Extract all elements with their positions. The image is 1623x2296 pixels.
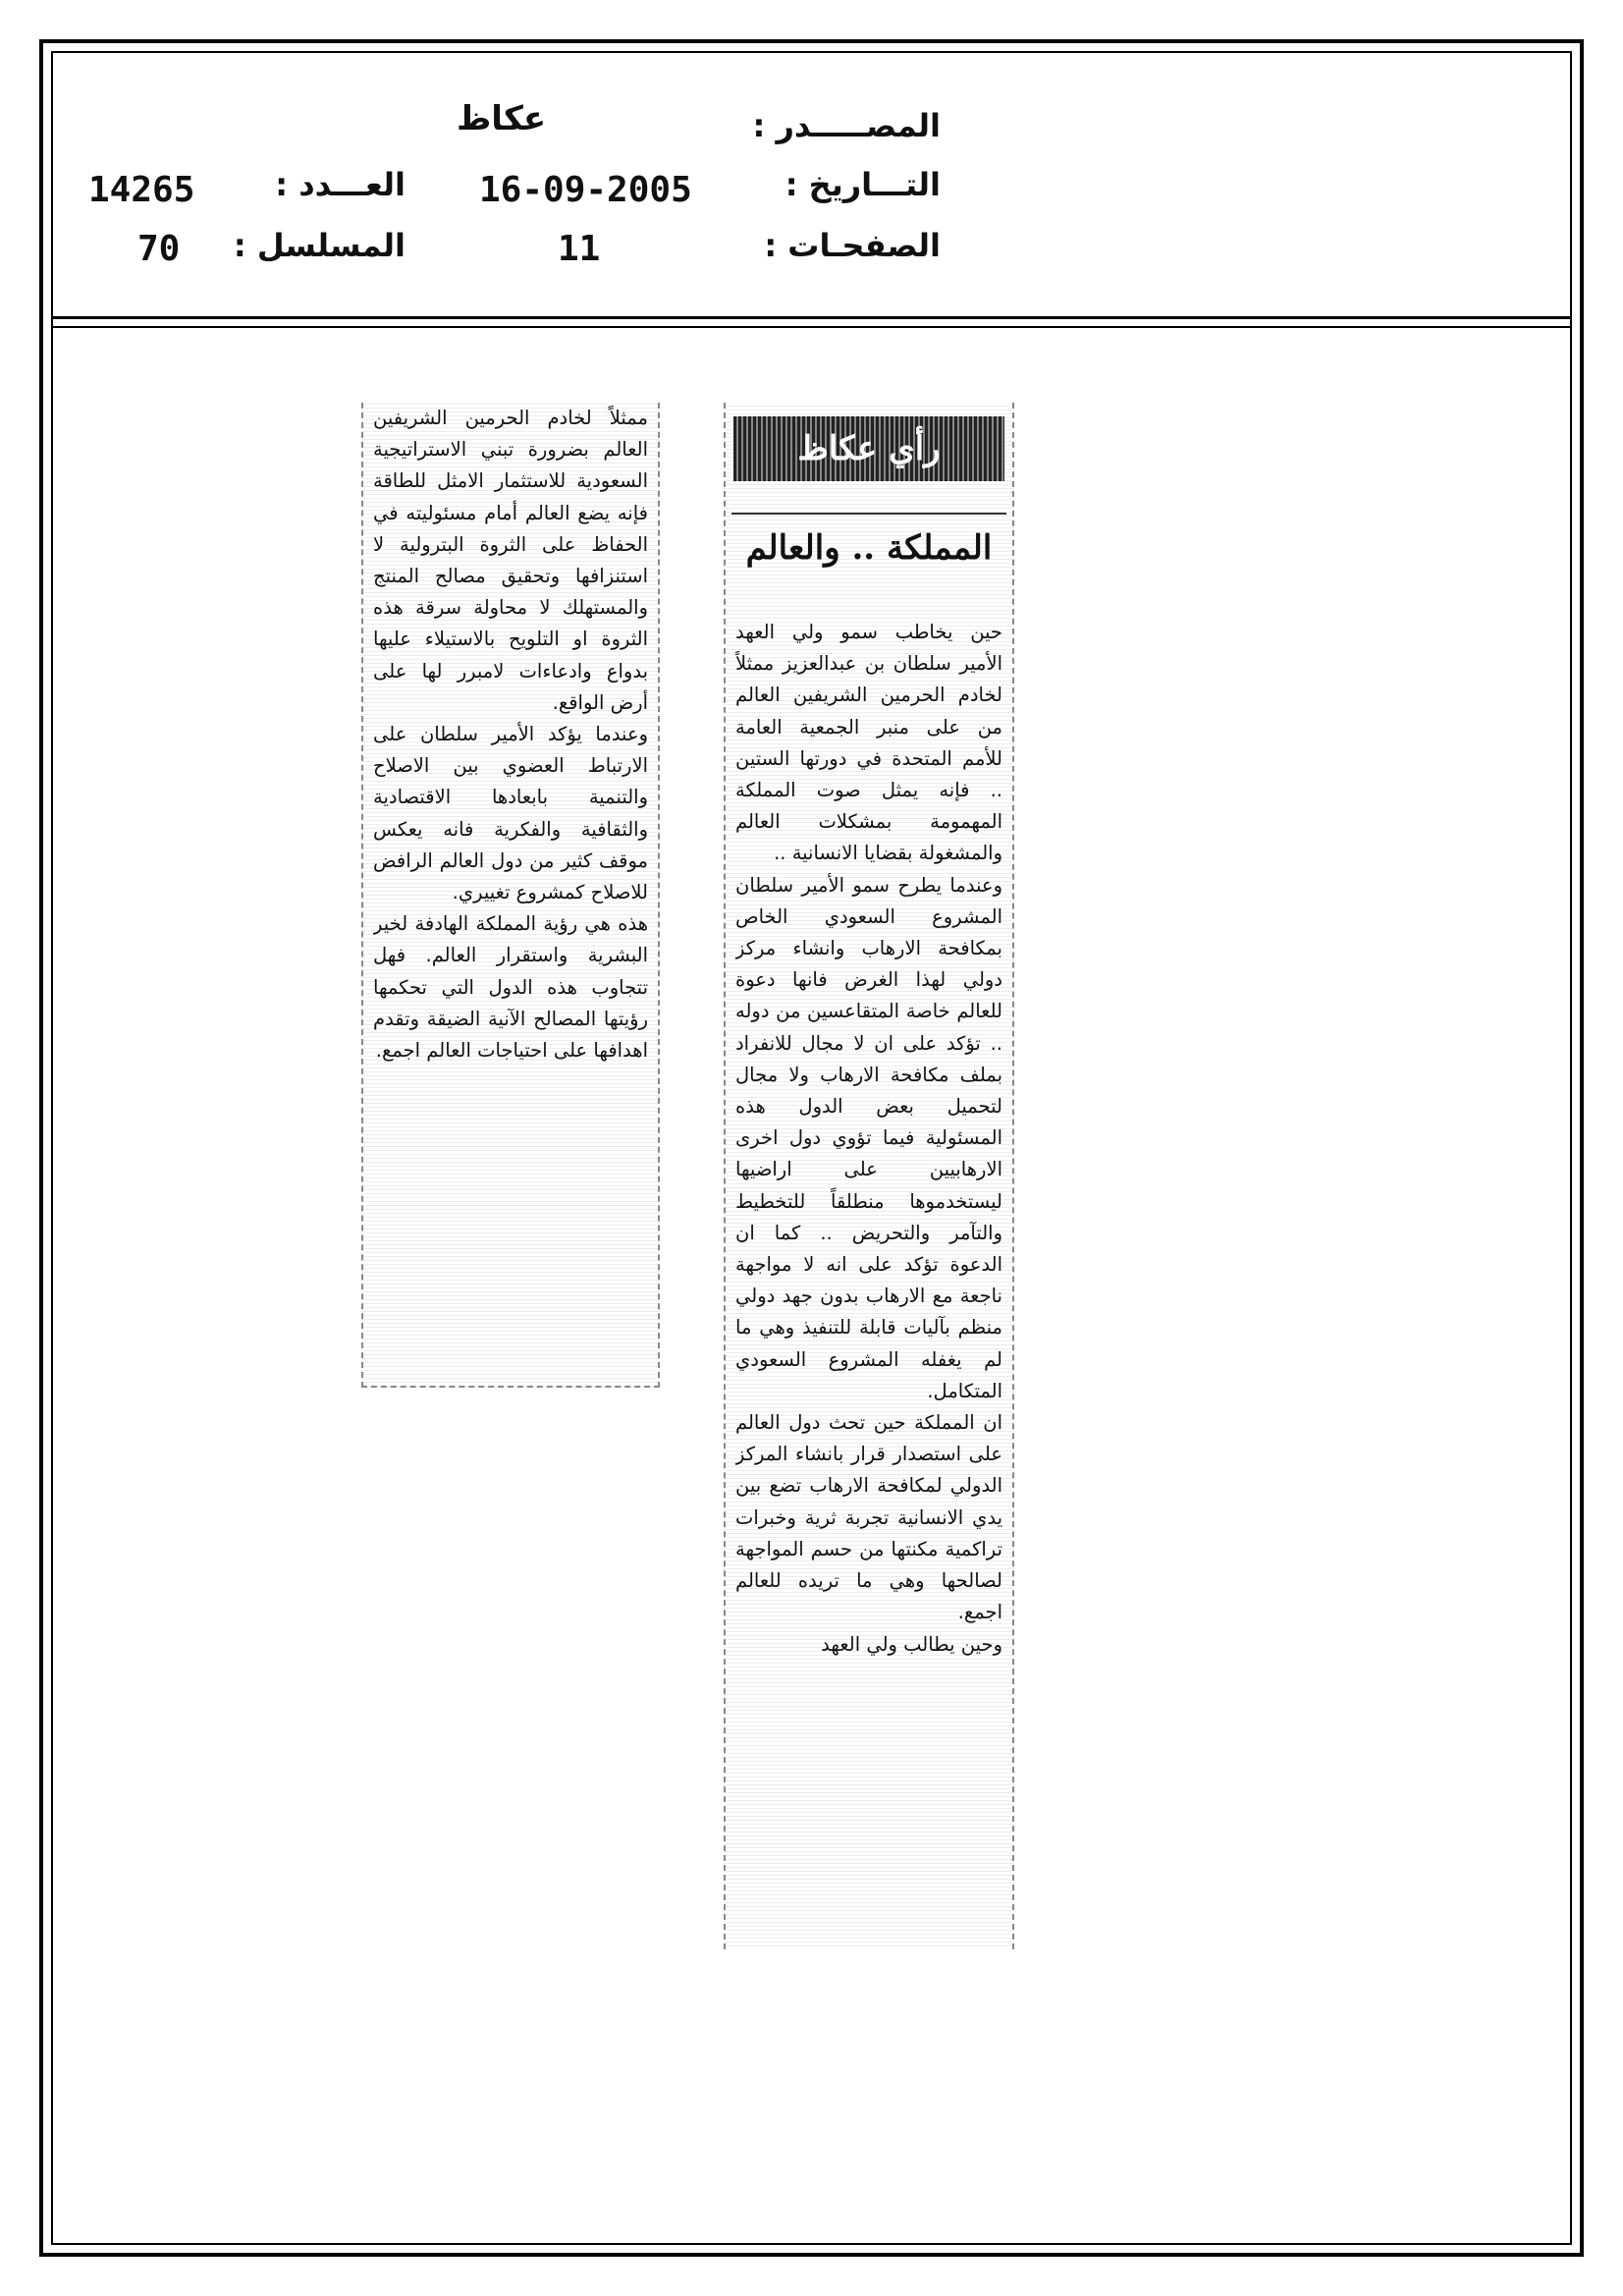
header-divider — [51, 316, 1572, 319]
paragraph: هذه هي رؤية المملكة الهادفة لخير البشرية واستقرار العالم. فهل تتجاوب هذه الدول التي تحكمها رؤيتها المصالح الآنية الضيقة وتقدم اهدافها على احتياجات العالم اجمع. — [373, 912, 648, 1063]
clipping-column-right — [724, 403, 1014, 1949]
newspaper-masthead — [733, 416, 1004, 481]
date-label: التـــاريخ : — [784, 166, 941, 203]
paragraph: وحين يطالب ولي العهد — [821, 1632, 1002, 1656]
serial-label: المسلسل : — [233, 227, 406, 264]
masthead-text: رأي عكاظ — [797, 429, 941, 468]
paragraph: حين يخاطب سمو ولي العهد الأمير سلطان بن عبدالعزيز ممثلاً لخادم الحرمين الشريفين العالم من على منبر الجمعية العامة للأمم المتحدة في دورتها الستين .. فإنه يمثل صوت المملكة المهمومة بمشكلات العالم والمشغولة بقضايا الانسانية .. — [735, 621, 1002, 865]
title-rule — [731, 513, 1006, 515]
date-value: 16-09-2005 — [479, 170, 692, 210]
paragraph: ان المملكة حين تحث دول العالم على استصدار قرار بانشاء المركز الدولي لمكافحة الارهاب تضع بين يدي الانسانية تجربة ثرية وخبرات تراكمية مكنتها من حسم المواجهة لصالحها وهي ما تريده للعالم اجمع. — [735, 1411, 1002, 1624]
paragraph: ممثلاً لخادم الحرمين الشريفين العالم بضرورة تبني الاستراتيجية السعودية للاستثمار الامثل للطاقة فإنه يضع العالم أمام مسئوليته في الحفاظ على الثروة البترولية لا استنزافها وتحقيق مصالح المنتج والمستهلك لا محاولة سرقة هذه الثروة او التلويح بالاستيلاء عليها بدواع وادعاءات لامبرر لها على أرض الواقع. — [373, 407, 648, 714]
header-divider-secondary — [51, 326, 1572, 328]
paragraph: وعندما يؤكد الأمير سلطان على الارتباط العضوي بين الاصلاح والتنمية بابعادها الاقتصادية والثقافية والفكرية فانه يعكس موقف كثير من دول العالم الرافض للاصلاح كمشروع تغييري. — [373, 723, 648, 904]
source-label: المصـــــدر : — [752, 107, 941, 144]
article-body-left — [373, 403, 648, 1380]
issue-value: 14265 — [88, 170, 195, 210]
pages-label: الصفحـات : — [764, 227, 941, 264]
source-value: عكاظ — [457, 99, 547, 138]
clipping-column-left — [361, 403, 660, 1388]
issue-label: العـــدد : — [275, 166, 406, 203]
serial-value: 70 — [137, 229, 181, 269]
article-body-right — [735, 617, 1002, 1942]
article-title: المملكة .. والعالم — [745, 528, 993, 568]
paragraph: وعندما يطرح سمو الأمير سلطان المشروع السعودي الخاص بمكافحة الارهاب وانشاء مركز دولي لهذا الغرض فانها دعوة للعالم خاصة المتقاعسين من دوله .. تؤكد على ان لا مجال للانفراد بملف مكافحة الارهاب ولا مجال لتحميل بعض الدول هذه المسئولية فيما تؤوي دول اخرى الارهابيين على اراضيها ليستخدموها منطلقاً للتخطيط والتآمر والتحريض .. كما ان الدعوة تؤكد على انه لا مواجهة ناجعة مع الارهاب بدون جهد دولي منظم بآليات قابلة للتنفيذ وهي ما لم يغفله المشروع السعودي المتكامل. — [735, 873, 1002, 1402]
pages-value: 11 — [558, 229, 601, 269]
